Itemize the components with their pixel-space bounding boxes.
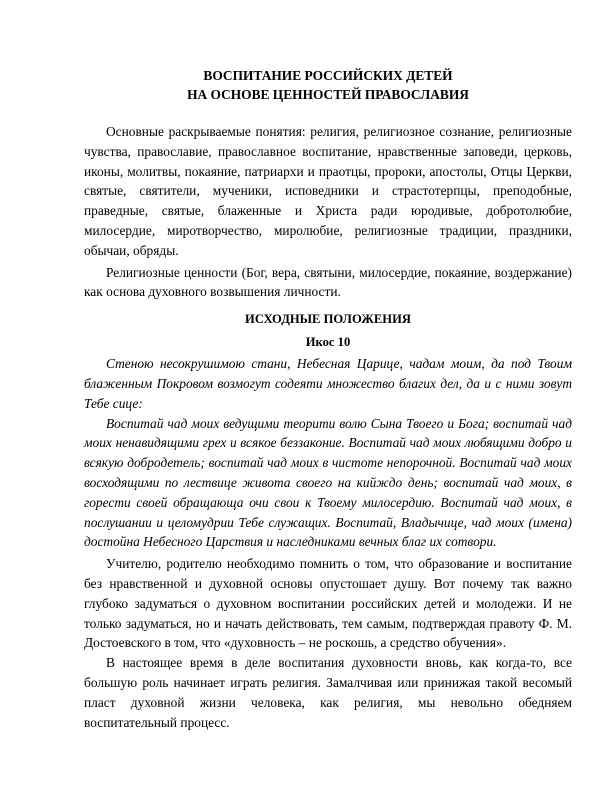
title-line-2: НА ОСНОВЕ ЦЕННОСТЕЙ ПРАВОСЛАВИЯ (187, 87, 469, 102)
document-content (84, 66, 572, 732)
title-line-1: ВОСПИТАНИЕ РОССИЙСКИХ ДЕТЕЙ (203, 68, 453, 83)
body-paragraph-2: В настоящее время в деле воспитания духовности вновь, как когда-то, все большую роль начинает играть религия. Замалчивая или принижая такой весомый пласт духовной жизни человека, как религия, мы невольно обедняем воспитательный процесс. (84, 655, 572, 730)
values-label: Религиозные ценности (106, 264, 238, 280)
section-heading: ИСХОДНЫЕ ПОЛОЖЕНИЯ (245, 312, 411, 327)
body-paragraph-1: Учителю, родителю необходимо помнить о том, что образование и воспитание без нравственной и духовной основы опустошает душу. Вот почему так важно глубоко задуматься о духовном воспитании российских детей и молодежи. И не только задуматься, но и начать действовать, тем самым, подтверждая правоту Ф. М. Достоевского в том, что «духовность – не роскошь, а средство обучения». (84, 556, 572, 651)
concepts-label: Основные раскрываемые понятия: (106, 124, 306, 139)
ikos-heading: Икос 10 (305, 335, 351, 350)
values-paragraph (84, 263, 572, 303)
prayer-paragraph-2: Воспитай чад моих ведущими теорити волю Сына Твоего и Бога; воспитай чад моих ненавидящими грех и всякое беззаконие. Воспитай чад моих любящими добро и всякую добродетель; воспитай чад моих в чистоте непорочной. Воспитай чад моих восходящими по лествице живота своего на кийждо день; воспитай чад моих, в горести своей обращающа очи свои к Твоему милосердию. Воспитай чад моих, в послушании и целомудрии Тебе служащих. Воспитай, Владычице, чад моих (имена) достойна Небесного Царствия и наследниками вечных благ их сотвори. (84, 415, 572, 550)
prayer-paragraph-1: Стеною несокрушимою стани, Небесная Царице, чадам моим, да под Твоим блаженным Покровом возмогут содеяти множество благих дел, да и с ними зовут Тебе сице: (84, 356, 572, 411)
concepts-paragraph (84, 122, 572, 261)
values-text: (Бог, вера, святыни, милосердие, покаяние, воздержание) как основа духовного возвышения личности. (84, 264, 572, 300)
concepts-text: религия, религиозное сознание, религиозные чувства, православие, православное воспитание, нравственные заповеди, церковь, иконы, молитвы, покаяние, патриархи и праотцы, пророки, апостолы, Отцы Церкви, святые, святители, мученики, исповедники и страстотерпцы, преподобные, праведные, святые, блаженные и Христа ради юродивые, добротолюбие, милосердие, миротворчество, миролюбие, религиозные традиции, праздники, обычаи, обряды. (84, 124, 572, 258)
prayer-block (84, 354, 572, 552)
document-title (84, 66, 572, 104)
